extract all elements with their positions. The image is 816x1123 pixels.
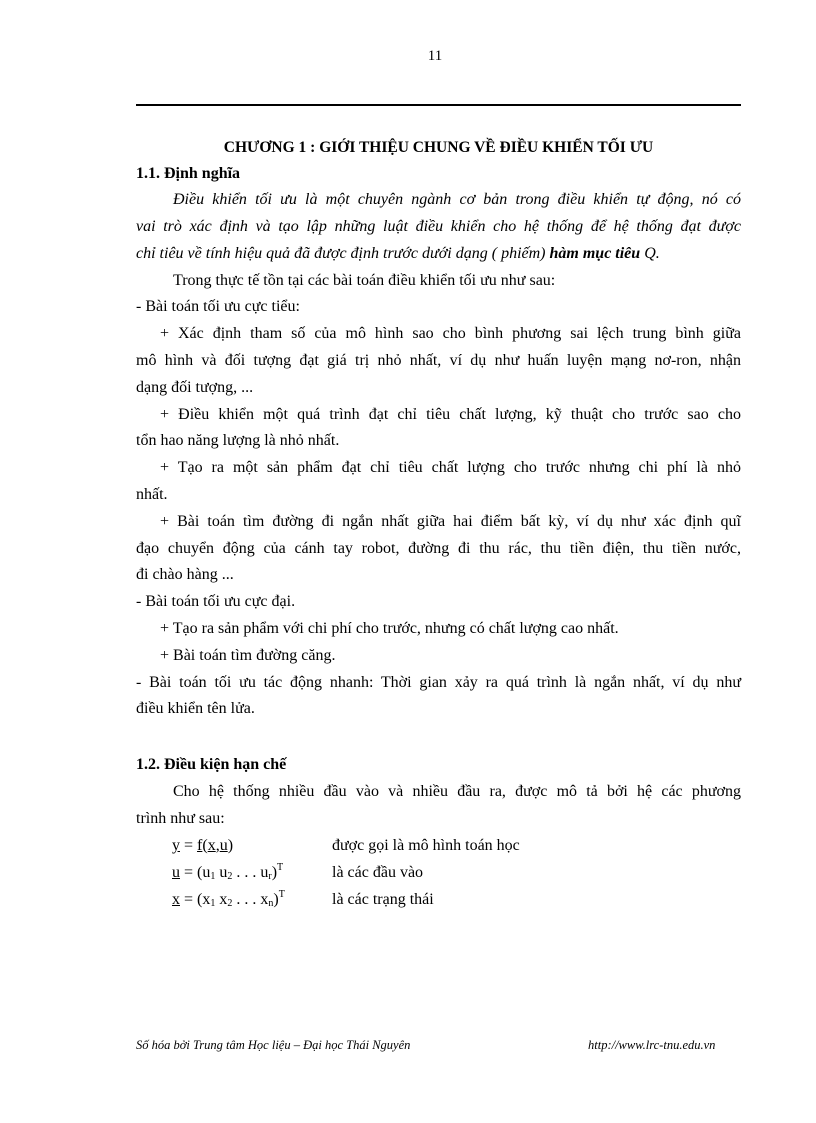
footer-source: Số hóa bởi Trung tâm Học liệu – Đại học Thái Nguyên (136, 1038, 411, 1052)
definition-line-2 (136, 214, 741, 240)
output-vector: y (172, 837, 180, 854)
definition-text-2: vai trò xác định và tạo lập những luật điều khiển cho hệ thống để hệ thống đạt được (136, 218, 741, 235)
equation-inputs (172, 860, 283, 886)
state-vector: x (172, 891, 180, 908)
min-a-text-2: mô hình và đối tượng đạt giá trị nhỏ nhất, ví dụ như huấn luyện mạng nơ-ron, nhận (136, 352, 741, 369)
intro-line: Trong thực tế tồn tại các bài toán điều khiển tối ưu như sau: (173, 272, 556, 289)
chapter-title: CHƯƠNG 1 : GIỚI THIỆU CHUNG VỀ ĐIỀU KHIỂN TỐI ƯU (223, 139, 654, 156)
state-term-mid2: . . . x (232, 891, 269, 908)
min-a-line-1 (160, 321, 741, 347)
close-paren: ) (227, 837, 234, 854)
subscript-2: 2 (227, 871, 233, 882)
footer-url: http://www.lrc-tnu.edu.vn (588, 1038, 716, 1052)
objective-function-term: hàm mục tiêu (549, 245, 641, 262)
definition-text-3: chỉ tiêu về tính hiệu quả đã được định trước dưới dạng ( phiếm) (136, 245, 546, 262)
open-paren: ( (202, 837, 208, 854)
subscript-r: r (268, 871, 272, 882)
min-d-line-3: đi chào hàng ... (136, 566, 234, 583)
max-b-line: + Bài toán tìm đường căng. (160, 647, 336, 664)
input-term-pre: = (u (180, 864, 211, 881)
item-max-problem: - Bài toán tối ưu cực đại. (136, 593, 296, 610)
definition-text-1: Điều khiển tối ưu là một chuyên ngành cơ bản trong điều khiển tự động, nó có (173, 191, 741, 208)
transpose-superscript: T (277, 862, 284, 873)
definition-line-1 (173, 187, 741, 213)
objective-function-symbol: Q. (644, 245, 660, 262)
min-d-text-1: + Bài toán tìm đường đi ngắn nhất giữa hai điểm bất kỳ, ví dụ như xác định quĩ (160, 513, 741, 530)
subscript-1: 1 (210, 898, 216, 909)
min-c-text-1: + Tạo ra một sản phẩm đạt chỉ tiêu chất lượng cho trước nhưng chi phí là nhỏ (160, 459, 741, 476)
min-d-line-2 (136, 536, 741, 562)
state-term-pre: = (x (180, 891, 211, 908)
min-c-line-2: nhất. (136, 486, 168, 503)
max-a-line: + Tạo ra sản phẩm với chi phí cho trước, nhưng có chất lượng cao nhất. (160, 620, 619, 637)
item-min-problem: - Bài toán tối ưu cực tiểu: (136, 298, 300, 315)
section-heading-1-2: 1.2. Điều kiện hạn chế (136, 756, 287, 773)
function-symbol: f (197, 837, 203, 854)
input-term-mid1: u (215, 864, 228, 881)
transpose-superscript: T (278, 889, 285, 900)
subscript-2: 2 (227, 898, 233, 909)
min-a-line-3: dạng đối tượng, ... (136, 379, 254, 396)
equation-model (172, 833, 233, 859)
state-vector-arg: x (207, 837, 216, 854)
input-vector-arg: u (219, 837, 228, 854)
min-b-text-1: + Điều khiển một quá trình đạt chỉ tiêu chất lượng, kỹ thuật cho trước sao cho (160, 406, 741, 423)
min-a-line-2 (136, 348, 741, 374)
input-term-mid2: . . . u (232, 864, 269, 881)
equation-model-desc: được gọi là mô hình toán học (332, 837, 520, 854)
constraint-text-1: Cho hệ thống nhiều đầu vào và nhiều đầu ra, được mô tả bởi hệ các phương (173, 783, 741, 800)
fast-text-1: - Bài toán tối ưu tác động nhanh: Thời gian xảy ra quá trình là ngắn nhất, ví dụ như (136, 674, 741, 691)
state-term-mid1: x (215, 891, 228, 908)
constraint-para-line-2: trình như sau: (136, 810, 225, 827)
definition-line-3 (136, 241, 741, 267)
fast-line-2: điều khiển tên lửa. (136, 700, 255, 717)
min-b-line-2: tổn hao năng lượng là nhỏ nhất. (136, 432, 340, 449)
min-d-line-1 (160, 509, 741, 535)
equals-sign: = (180, 837, 198, 854)
subscript-n: n (268, 898, 274, 909)
fast-line-1 (136, 670, 741, 696)
equation-states-desc: là các trạng thái (332, 891, 434, 908)
comma: , (215, 837, 220, 854)
section-heading-1-1: 1.1. Định nghĩa (136, 165, 241, 182)
min-c-line-1 (160, 455, 741, 481)
page-number: 11 (427, 48, 443, 64)
min-d-text-2: đạo chuyển động của cánh tay robot, đường đi thu rác, thu tiền điện, thu tiền nước, (136, 540, 741, 557)
min-a-text-1: + Xác định tham số của mô hình sao cho bình phương sai lệch trung bình giữa (160, 325, 741, 342)
close-paren: ) (271, 864, 278, 881)
min-b-line-1 (160, 402, 741, 428)
equation-states (172, 887, 285, 913)
constraint-para-line-1 (173, 779, 741, 805)
close-paren: ) (273, 891, 279, 908)
document-body (136, 0, 741, 1000)
subscript-1: 1 (210, 871, 216, 882)
equation-inputs-desc: là các đầu vào (332, 864, 424, 881)
input-vector: u (172, 864, 180, 881)
